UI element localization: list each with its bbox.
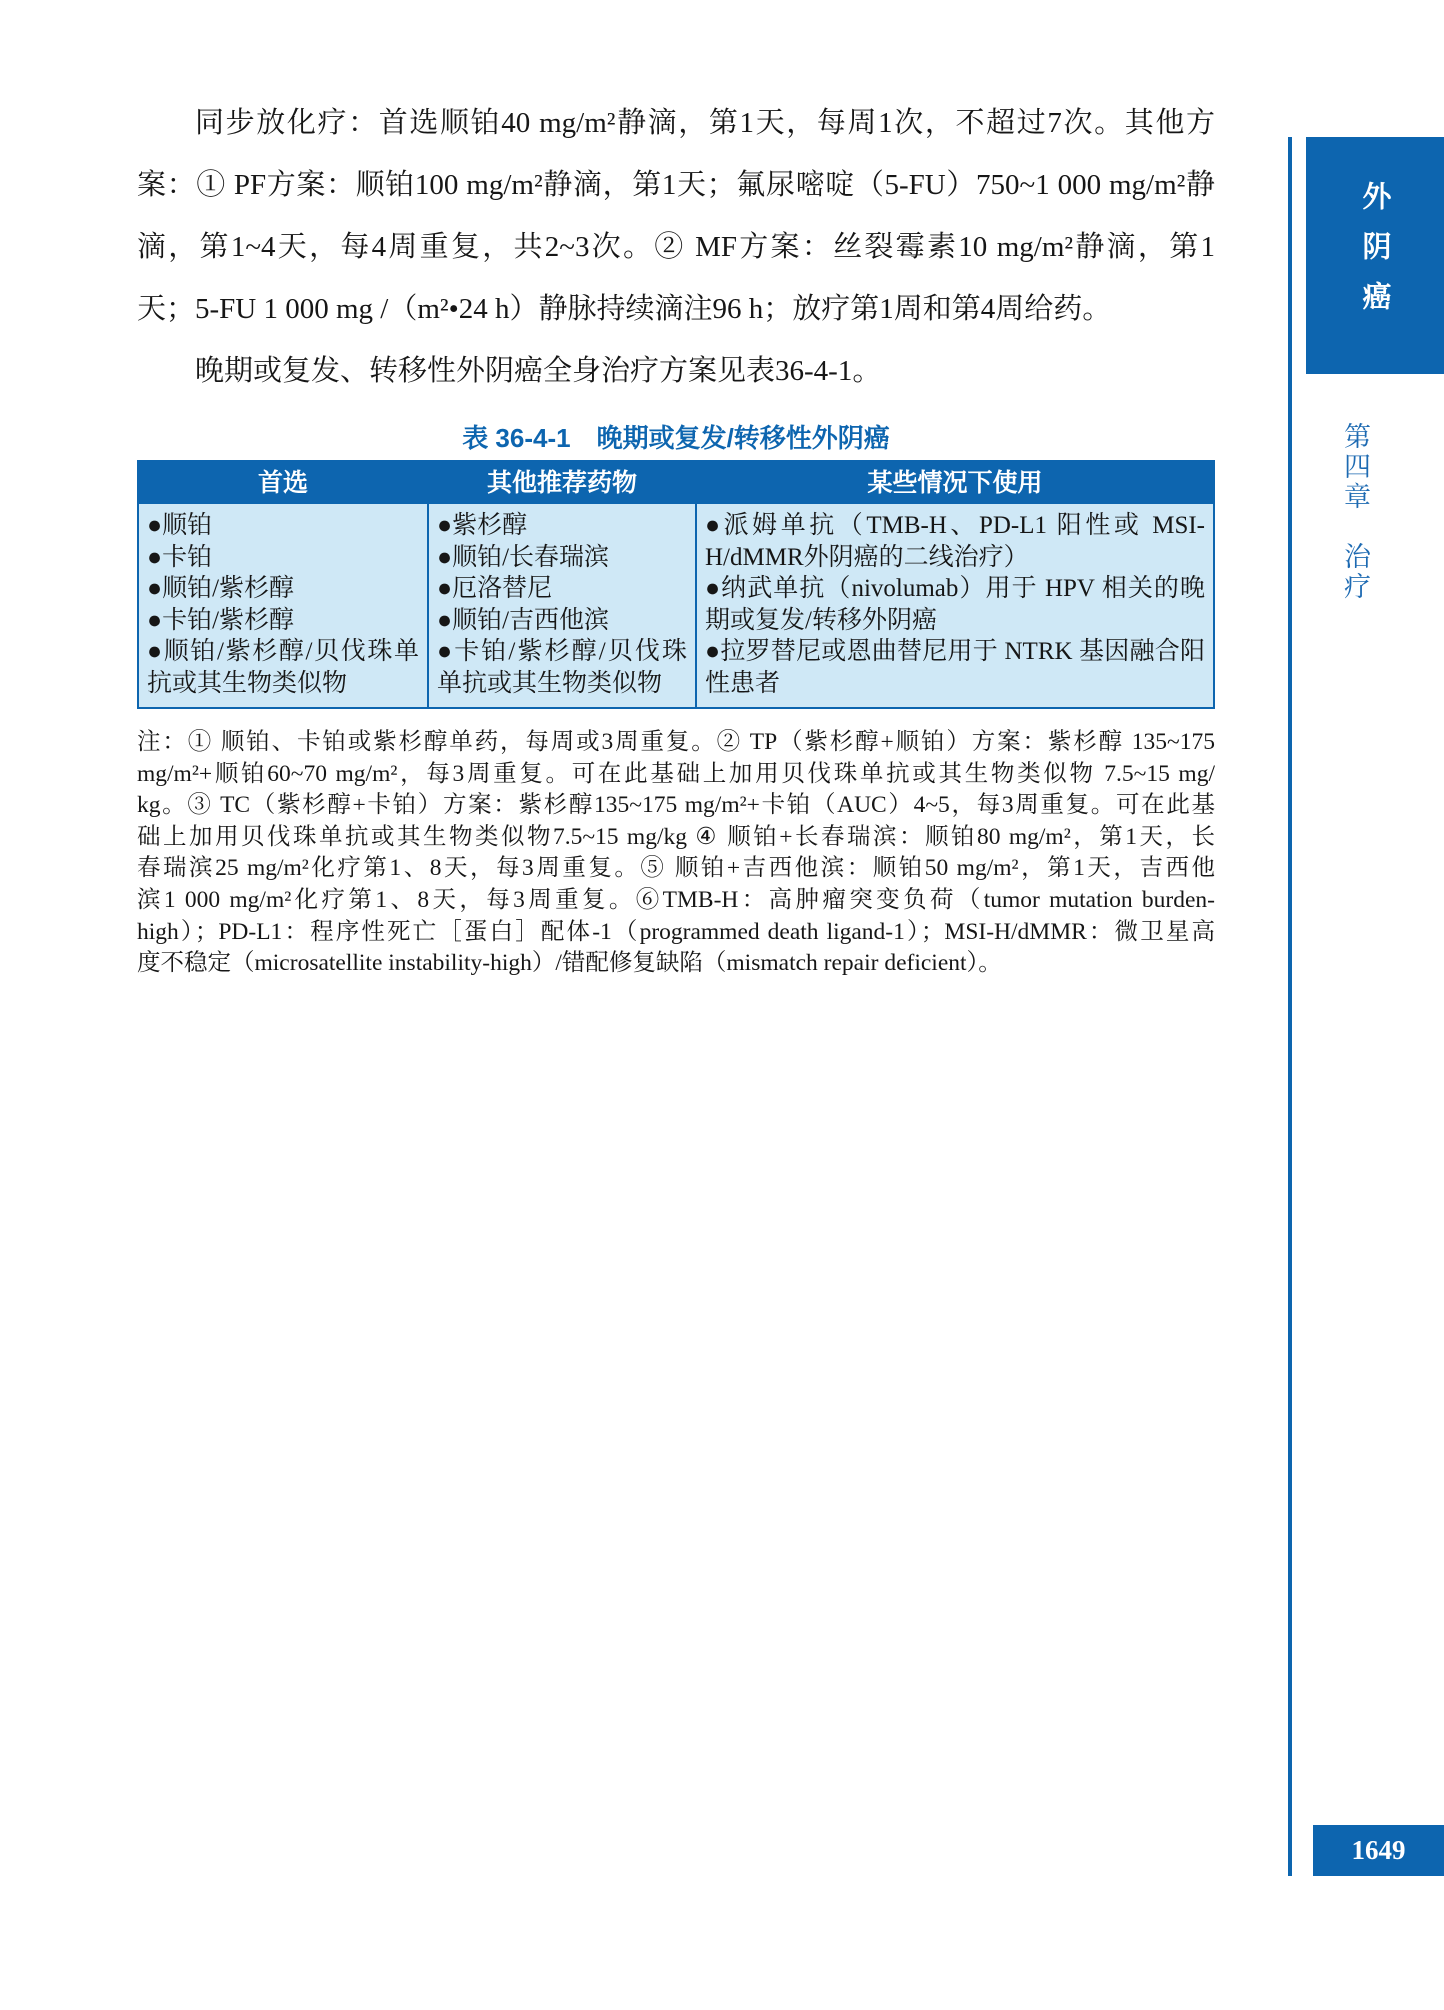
chapter-thumb-tab xyxy=(1306,137,1444,374)
main-content xyxy=(137,92,1215,980)
body-text-line: 案：① PF方案：顺铂100 mg/m²静滴，第1天；氟尿嘧啶（5-FU）750~1 000 mg/m²静 xyxy=(137,169,1215,201)
sidebar-rule xyxy=(1288,137,1292,1876)
table-header-first-choice: 首选 xyxy=(257,469,308,497)
drug-item: ●顺铂/紫杉醇 xyxy=(147,575,295,602)
drug-item: ●卡铂/紫杉醇/贝伐珠单抗或其生物类似物 xyxy=(437,638,687,697)
drug-item: ●顺铂/长春瑞滨 xyxy=(437,543,610,571)
drug-item: ●卡铂/紫杉醇 xyxy=(147,606,295,634)
body-text-line: 天；5-FU 1 000 mg /（m²•24 h）静脉持续滴注96 h；放疗第1周和第4周给药。 xyxy=(137,293,1112,325)
body-text-line: 同步放化疗：首选顺铂40 mg/m²静滴，第1天，每周1次，不超过7次。其他方 xyxy=(195,107,1215,139)
table-cell-other-recommended xyxy=(427,504,697,707)
drug-item: ●顺铂 xyxy=(147,512,213,539)
drug-item: ●派姆单抗（TMB-H、PD-L1 阳性或 MSI-H/dMMR外阴癌的二线治疗） xyxy=(705,512,1205,571)
note-line: 础上加用贝伐珠单抗或其生物类似物7.5~15 mg/kg ④ 顺铂+长春瑞滨：顺铂80 mg/m²，第1天，长 xyxy=(137,823,1215,850)
note-line: 滨1 000 mg/m²化疗第1、8天，每3周重复。⑥TMB-H：高肿瘤突变负荷（tumor mutation burden- xyxy=(137,886,1215,913)
chapter-tab-label: 外阴癌 xyxy=(1358,180,1391,331)
note-line: 春瑞滨25 mg/m²化疗第1、8天，每3周重复。⑤ 顺铂+吉西他滨：顺铂50 mg/m²，第1天，吉西他 xyxy=(137,855,1215,882)
paragraph-table-reference: 晚期或复发、转移性外阴癌全身治疗方案见表36-4-1。 xyxy=(195,355,882,387)
drug-item: ●拉罗替尼或恩曲替尼用于 NTRK 基因融合阳性患者 xyxy=(705,638,1205,697)
note-line: kg。③ TC（紫杉醇+卡铂）方案：紫杉醇135~175 mg/m²+卡铂（AUC）4~5，每3周重复。可在此基 xyxy=(137,792,1215,819)
drug-item: ●纳武单抗（nivolumab）用于 HPV 相关的晚期或复发/转移外阴癌 xyxy=(705,575,1205,634)
table-header-certain-circumstances: 某些情况下使用 xyxy=(867,469,1043,497)
drug-item: ●厄洛替尼 xyxy=(437,575,553,602)
table-cell-first-choice xyxy=(139,504,427,707)
drug-item: ●紫杉醇 xyxy=(437,512,528,539)
table-header-row xyxy=(139,462,1213,504)
treatment-table xyxy=(137,460,1215,709)
table-body-row xyxy=(139,504,1213,707)
body-text-line: 滴，第1~4天，每4周重复，共2~3次。② MF方案：丝裂霉素10 mg/m²静滴，第1 xyxy=(137,231,1215,263)
table-cell-certain-circumstances xyxy=(697,504,1213,707)
note-line: 度不稳定（microsatellite instability-high）/错配修复缺陷（mismatch repair deficient）。 xyxy=(137,950,1002,977)
drug-item: ●顺铂/紫杉醇/贝伐珠单抗或其生物类似物 xyxy=(147,638,419,697)
note-line: mg/m²+顺铂60~70 mg/m²，每3周重复。可在此基础上加用贝伐珠单抗或其生物类似物 7.5~15 mg/ xyxy=(137,760,1215,787)
table-header-other-recommended: 其他推荐药物 xyxy=(427,462,697,504)
page-number: 1649 xyxy=(1351,1835,1406,1865)
drug-item: ●顺铂/吉西他滨 xyxy=(437,606,610,634)
page-number-badge xyxy=(1313,1825,1444,1876)
paragraph-chemoradiotherapy xyxy=(137,92,1215,340)
table-title: 表 36-4-1 晚期或复发/转移性外阴癌 xyxy=(462,423,890,453)
drug-item: ●卡铂 xyxy=(147,543,213,571)
note-line: high）；PD-L1：程序性死亡［蛋白］配体-1（programmed death ligand-1）；MSI-H/dMMR：微卫星高 xyxy=(137,918,1215,945)
table-notes xyxy=(137,727,1215,980)
section-label: 第四章 治疗 xyxy=(1340,422,1370,602)
note-line: 注：① 顺铂、卡铂或紫杉醇单药，每周或3周重复。② TP（紫杉醇+顺铂）方案：紫杉醇 135~175 xyxy=(137,729,1215,755)
